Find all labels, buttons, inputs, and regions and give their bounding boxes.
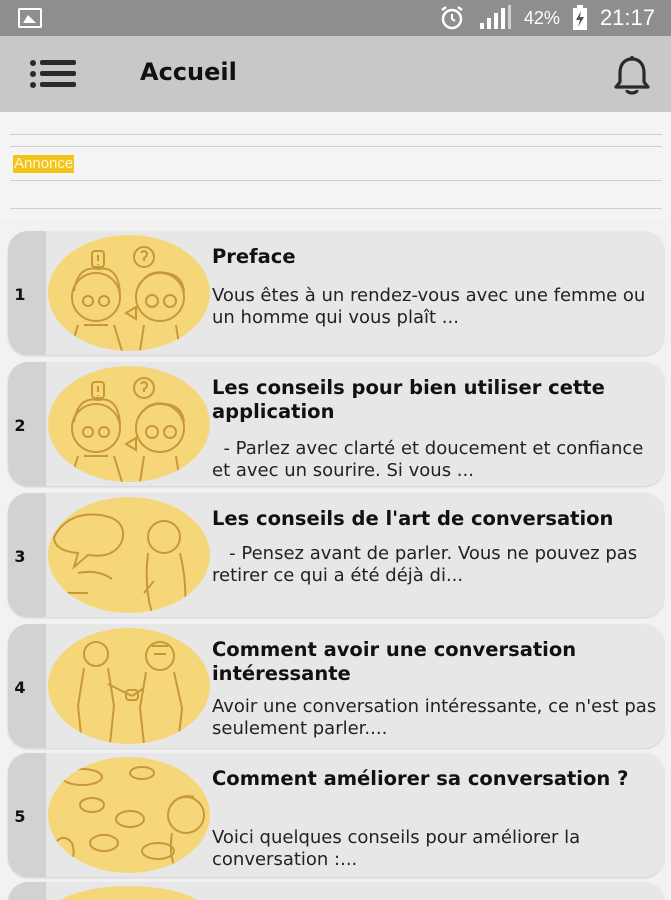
talking-illustration-icon <box>48 497 210 613</box>
status-right <box>438 0 655 36</box>
item-number: 2 <box>14 416 26 435</box>
chatter-illustration-icon <box>48 757 210 873</box>
ad-label: Annonce <box>14 155 74 172</box>
gallery-icon <box>18 8 42 28</box>
list-item[interactable] <box>8 231 664 355</box>
thumbnail-couple-image <box>48 366 210 482</box>
menu-icon[interactable] <box>30 60 76 88</box>
bell-icon[interactable] <box>610 54 654 98</box>
number-strip <box>8 882 46 900</box>
list-item[interactable] <box>8 624 664 748</box>
item-title: Les conseils de l'art de conversation <box>212 507 614 530</box>
list-item[interactable] <box>8 753 664 877</box>
item-title: Les conseils pour bien utiliser cette application <box>212 376 605 423</box>
thumbnail-chatter-image <box>48 757 210 873</box>
item-description: - Parlez avec clarté et doucement et confiance et avec un sourire. Si vous ... <box>212 438 650 481</box>
couple-illustration-icon <box>48 366 210 482</box>
item-number: 5 <box>14 807 26 826</box>
clock: 21:17 <box>599 5 655 30</box>
status-bar <box>0 0 671 36</box>
battery-charging-icon <box>572 5 588 31</box>
thumbnail-handshake-image <box>48 628 210 744</box>
page-title: Accueil <box>140 58 237 86</box>
list-item[interactable] <box>8 362 664 486</box>
list-item-partial[interactable] <box>8 882 664 900</box>
couple-illustration-icon <box>48 235 210 351</box>
thumbnail-talking-image <box>48 497 210 613</box>
item-description: Voici quelques conseils pour améliorer la conversation :... <box>212 827 586 870</box>
app-bar <box>0 36 671 112</box>
signal-icon <box>478 5 512 31</box>
handshake-illustration-icon <box>48 628 210 744</box>
ad-banner[interactable] <box>0 112 671 220</box>
list-item[interactable] <box>8 493 664 617</box>
battery-percent: 42% <box>523 7 560 28</box>
item-description: - Pensez avant de parler. Vous ne pouvez pas retirer ce qui a été déjà di... <box>212 543 643 586</box>
item-title: Preface <box>212 245 296 268</box>
thumbnail-image <box>48 886 210 900</box>
item-title: Comment améliorer sa conversation ? <box>212 767 629 790</box>
thumbnail-couple-image <box>48 235 210 351</box>
item-number: 3 <box>14 547 26 566</box>
alarm-icon <box>438 4 466 32</box>
item-number: 4 <box>14 678 26 697</box>
item-description: Avoir une conversation intéressante, ce n'est pas seulement parler.... <box>212 696 662 739</box>
item-title: Comment avoir une conversation intéressante <box>212 638 577 685</box>
item-description: Vous êtes à un rendez-vous avec une femme ou un homme qui vous plaît ... <box>212 285 652 328</box>
item-number: 1 <box>14 285 26 304</box>
